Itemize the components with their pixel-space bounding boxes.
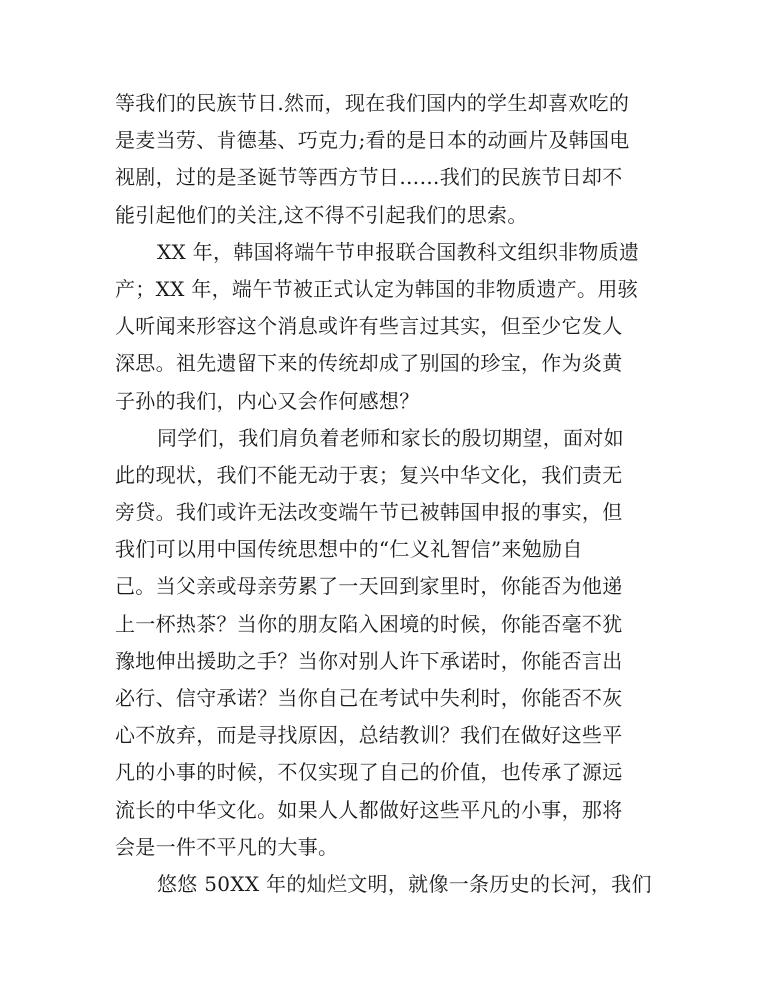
text-line: 流长的中华文化。如果人人都做好这些平凡的小事，那将: [115, 797, 623, 822]
text-line: 凡的小事的时候，不仅实现了自己的价值，也传承了源远: [115, 760, 623, 785]
text-line: 己。当父亲或母亲劳累了一天回到家里时，你能否为他递: [115, 574, 623, 599]
paragraph-first-line: 悠悠 50XX 年的灿烂文明，就像一条历史的长河，我们: [157, 871, 652, 896]
text-line: 会是一件不平凡的大事。: [115, 834, 339, 859]
text-line: 心不放弃，而是寻找原因，总结教训？我们在做好这些平: [115, 723, 623, 748]
paragraph-first-line: 同学们，我们肩负着老师和家长的殷切期望，面对如: [157, 425, 624, 450]
text-line: 此的现状，我们不能无动于衷；复兴中华文化，我们责无: [115, 462, 623, 487]
text-line: 我们可以用中国传统思想中的“仁义礼智信”来勉励自: [115, 537, 583, 562]
text-line: 上一杯热茶？当你的朋友陷入困境的时候，你能否毫不犹: [115, 611, 623, 636]
text-line: 深思。祖先遗留下来的传统却成了别国的珍宝，作为炎黄: [115, 351, 623, 376]
text-line: 豫地伸出援助之手？当你对别人许下承诺时，你能否言出: [115, 648, 623, 673]
text-line: 等我们的民族节日.然而，现在我们国内的学生却喜欢吃的: [115, 91, 630, 115]
text-line: 产；XX 年，端午节被正式认定为韩国的非物质遗产。用骇: [115, 276, 638, 301]
text-line: 旁贷。我们或许无法改变端午节已被韩国申报的事实，但: [115, 500, 623, 525]
text-line: 必行、信守承诺？当你自己在考试中失利时，你能否不灰: [115, 686, 623, 710]
text-line: 是麦当劳、肯德基、巧克力;看的是日本的动画片及韩国电: [115, 128, 630, 153]
paragraph-first-line: XX 年，韩国将端午节申报联合国教科文组织非物质遗: [157, 239, 640, 264]
text-line: 子孙的我们，内心又会作何感想？: [115, 388, 420, 413]
text-line: 视剧，过的是圣诞节等西方节日……我们的民族节日却不: [115, 165, 623, 190]
text-line: 人听闻来形容这个消息或许有些言过其实，但至少它发人: [115, 314, 623, 339]
document-body: [115, 85, 655, 903]
text-line: 能引起他们的关注,这不得不引起我们的思索。: [115, 202, 528, 227]
